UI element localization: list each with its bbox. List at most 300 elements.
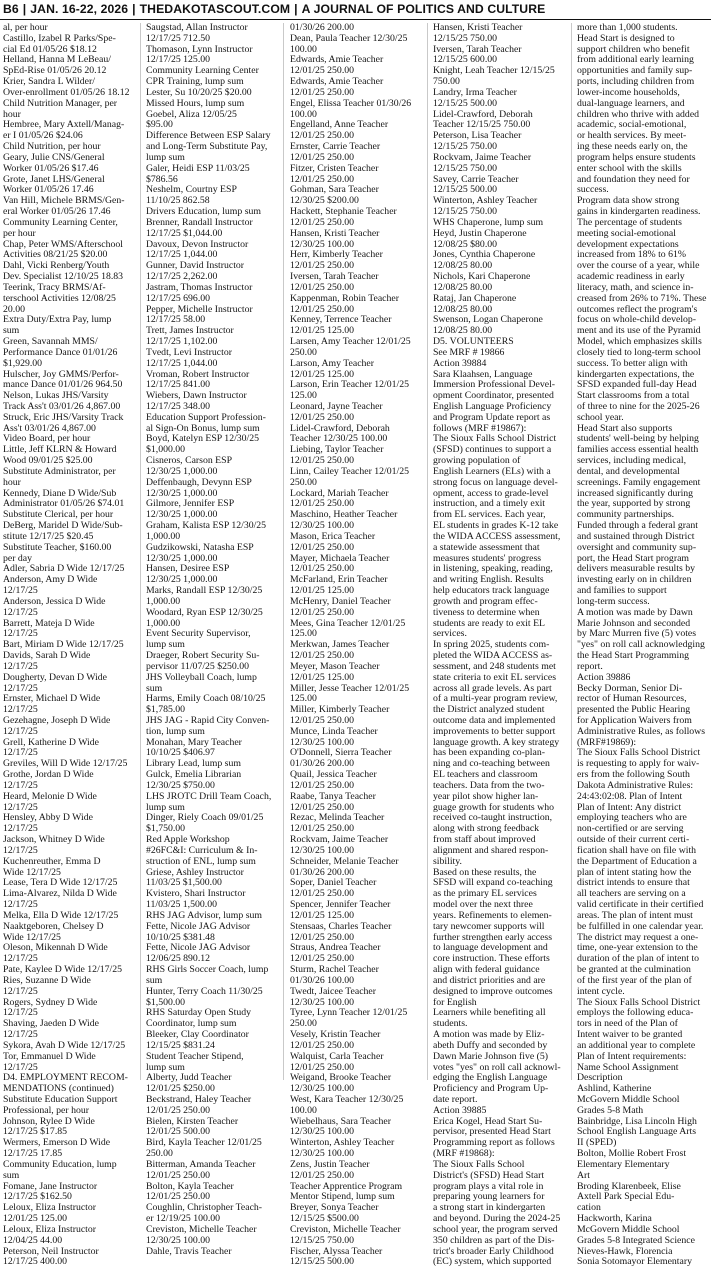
text-line: per day <box>3 552 33 564</box>
text-column-5 <box>577 22 710 1268</box>
text-line: Savey, Carrie Teacher <box>433 173 519 185</box>
text-line: The Sioux Falls School <box>433 1158 525 1170</box>
text-line: growth and program effec- <box>433 595 538 607</box>
text-line: 12/17/25 1,102.00 <box>146 336 218 348</box>
text-line: Kappenman, Robin Teacher <box>290 292 399 304</box>
text-line: 12/15/25 500.00 <box>290 1256 355 1268</box>
text-line: II (SPED) <box>577 1137 617 1149</box>
text-line: for Application Waivers from <box>577 715 692 726</box>
text-line: designed to improve outcomes <box>433 985 553 997</box>
text-line: McFarland, Erin Teacher <box>290 574 388 586</box>
text-line: strong focus on language devel- <box>433 476 558 488</box>
text-line: Mentor Stipend, lump sum <box>290 1191 395 1203</box>
text-line: Head Start also supports <box>577 422 673 434</box>
text-line: of three to nine for the 2025-26 <box>577 400 700 412</box>
text-line: pervisor 11/07/25 $250.00 <box>146 660 249 672</box>
issue-date: JAN. 16-22, 2026 <box>30 2 129 16</box>
text-line: received co-taught instruction, <box>433 812 553 824</box>
text-line: School English Language Arts <box>577 1126 697 1138</box>
text-line: $1,500.00 <box>146 996 186 1008</box>
text-line: 12/30/25 100.00 <box>290 1148 355 1160</box>
text-line: 12/01/25 250.00 <box>290 151 355 163</box>
text-line: Miller, Jesse Teacher 12/01/25 <box>290 682 410 694</box>
text-line: Hembree, Mary Axtell/Manag- <box>3 119 125 131</box>
text-line: and Program Update report as <box>433 411 551 423</box>
text-line: 12/17/25 712.50 <box>146 32 211 44</box>
text-line: 12/30/25 100.00 <box>290 520 355 532</box>
text-line: Maschino, Heather Teacher <box>290 509 398 521</box>
text-line: Becky Dorman, Senior Di- <box>577 682 683 694</box>
text-line: Creviston, Michelle Teacher <box>146 1223 257 1235</box>
text-line: opment, access to grade-level <box>433 487 549 499</box>
text-line: Wide 12/17/25 <box>3 931 61 943</box>
text-line: Straus, Andrea Teacher <box>290 942 381 954</box>
text-line: report. <box>577 660 603 672</box>
text-line: SpEd-Rise 01/05/26 20.12 <box>3 65 107 77</box>
text-line: Heyd, Justin Chaperone <box>433 227 527 239</box>
text-line: teachers. Data from the two- <box>433 779 545 791</box>
text-line: measures students' progress <box>433 552 542 564</box>
text-line: RHS JAG Advisor, lump sum <box>146 909 262 921</box>
text-line: Soper, Daniel Teacher <box>290 877 377 889</box>
text-line: 12/30/25 1,000.00 <box>146 509 218 521</box>
text-line: to language development and <box>433 942 548 954</box>
text-line: 12/01/25 125.00 <box>290 671 355 683</box>
text-line: Johnson, Rylee D Wide <box>3 1115 95 1127</box>
text-line: success. To better align with <box>577 357 688 369</box>
text-line: Schneider, Melanie Teacher <box>290 855 399 867</box>
text-line: students are ready to exit EL <box>433 617 545 629</box>
text-line: Barrett, Mateja D Wide <box>3 617 95 629</box>
text-line: In spring 2025, students com- <box>433 639 550 651</box>
text-line: Kennedy, Diane D Wide/Sub <box>3 487 117 499</box>
text-line: Teacher 12/15/25 750.00 <box>433 119 531 131</box>
text-line: Education Support Profession- <box>146 411 266 423</box>
text-line: language growth. A key strategy <box>433 736 560 748</box>
text-line: Bitterman, Amanda Teacher <box>146 1158 256 1170</box>
text-line: Ass't 03/01/26 4,867.00 <box>3 422 96 434</box>
text-line: and Long-Term Substitute Pay, <box>146 141 268 153</box>
text-line: Bolton, Kayla Teacher <box>146 1180 234 1192</box>
text-line: McGovern Middle School <box>577 1093 680 1105</box>
text-line: struction of ENL, lump sum <box>146 855 256 867</box>
text-line: Dawn Marie Johnson five (5) <box>433 1050 548 1062</box>
text-line: Hulscher, Joy GMMS/Perfor- <box>3 368 119 380</box>
text-line: students. <box>433 1018 468 1030</box>
text-line: 350 children as part of the Dis- <box>433 1234 555 1246</box>
text-line: port, the Head Start program <box>577 552 689 564</box>
text-line: terschool Activities 12/08/25 <box>3 292 116 304</box>
text-line: 12/01/25 250.00 <box>290 86 355 98</box>
text-line: 12/17/25 <box>3 747 38 759</box>
text-line: Green, Savannah MMS/ <box>3 336 98 348</box>
text-line: areas. The plan of intent must <box>577 909 693 921</box>
text-line: in listening, speaking, reading, <box>433 563 553 575</box>
text-line: Little, Jeff KLRN & Howard <box>3 444 117 456</box>
text-line: lump sum <box>146 639 185 651</box>
text-line: is requesting to apply for waiv- <box>577 758 700 770</box>
text-line: EL teachers and classroom <box>433 769 538 781</box>
text-line: employs the following educa- <box>577 1007 694 1019</box>
text-line: Hackworth, Karina <box>577 1213 652 1225</box>
text-line: of a multi-year program review, <box>433 693 558 705</box>
text-line: Gezehagne, Joseph D Wide <box>3 715 111 726</box>
text-line: Breyer, Sonya Teacher <box>290 1202 379 1214</box>
text-line: 12/01/25 250.00 <box>290 65 355 77</box>
text-line: 12/30/25 1,000.00 <box>146 552 218 564</box>
text-line: Gilmore, Jennifer ESP <box>146 498 235 510</box>
text-line: from additional early learning <box>577 54 694 66</box>
text-line: screenings. Family engagement <box>577 476 701 488</box>
text-line: Engelland, Anne Teacher <box>290 119 389 131</box>
text-line: Difference Between ESP Salary <box>146 130 271 142</box>
text-line: 12/01/25 250.00 <box>290 303 355 315</box>
text-line: Event Security Supervisor, <box>146 628 251 640</box>
text-line: Rockvam, Jaime Teacher <box>433 151 532 163</box>
text-line: dual-language learners, and <box>577 97 685 109</box>
text-line: The percentage of students <box>577 216 682 228</box>
text-line: and foundation they need for <box>577 173 690 185</box>
text-line: Bleeker, Clay Coordinator <box>146 1029 249 1041</box>
text-line: 12/01/25 250.00 <box>290 498 355 510</box>
text-line: 10/10/25 $381.48 <box>146 931 215 943</box>
text-line: Jackson, Whitney D Wide <box>3 834 105 846</box>
text-line: Over-enrollment 01/05/26 18.12 <box>3 86 130 98</box>
text-line: EL students in grades K-12 take <box>433 520 559 532</box>
text-line: Herr, Kimberly Teacher <box>290 249 383 261</box>
text-line: 12/01/25 250.00 <box>290 823 355 835</box>
text-line: investing early on in children <box>577 574 692 586</box>
text-line: duration of the plan of intent to <box>577 953 700 965</box>
text-line: Worker 01/05/26 $17.46 <box>3 162 99 174</box>
text-line: Anderson, Jessica D Wide <box>3 595 106 607</box>
text-line: 12/17/25 1,044.00 <box>146 249 218 261</box>
text-line: or health services. By meet- <box>577 130 687 142</box>
text-line: Merkwan, James Teacher <box>290 639 390 651</box>
text-line: Name School Assignment <box>577 1061 679 1073</box>
text-line: gains in kindergarten readiness. <box>577 206 701 218</box>
text-line: McHenry, Daniel Teacher <box>290 595 391 607</box>
text-line: 12/08/25 80.00 <box>433 303 493 315</box>
text-line: 12/01/25 500.00 <box>146 1126 211 1138</box>
text-line: Griese, Ashley Instructor <box>146 866 244 878</box>
text-line: 125.00 <box>290 390 317 402</box>
text-line: Gulck, Emelia Librarian <box>146 769 242 781</box>
text-line: by Marc Murren five (5) votes <box>577 628 697 640</box>
text-line: 12/01/25 125.00 <box>290 368 355 380</box>
text-line: delivers measurable results by <box>577 563 695 575</box>
text-line: help educators track language <box>433 585 550 597</box>
text-line: Dahl, Vicki Renberg/Youth <box>3 260 110 272</box>
text-line: 12/17/25 <box>3 606 38 618</box>
text-line: and writing English. Results <box>433 574 544 586</box>
text-line: 12/15/25 $500.00 <box>290 1213 359 1225</box>
text-line: community partnerships. <box>577 509 675 521</box>
text-line: #26FC&I: Curriculum & In- <box>146 844 258 856</box>
text-line: 100.00 <box>290 108 317 120</box>
text-line: A motion was made by Eliz- <box>433 1029 545 1041</box>
text-line: 12/17/25 <box>3 899 38 911</box>
text-line: Intent waiver to be granted <box>577 1029 683 1041</box>
text-line: 12/30/25 $750.00 <box>146 779 215 791</box>
text-line: Teerink, Tracy BRMS/Af- <box>3 281 106 293</box>
text-line: Description <box>577 1072 623 1084</box>
text-line: follows (MRF #19867): <box>433 422 527 434</box>
text-line: 1,000.00 <box>146 617 181 629</box>
text-line: Jastram, Thomas Instructor <box>146 281 253 293</box>
text-line: Edwards, Amie Teacher <box>290 76 384 88</box>
text-line: Fette, Nicole JAG Advisor <box>146 942 251 954</box>
text-line: Wiebelhaus, Sara Teacher <box>290 1115 391 1127</box>
text-line: 12/01/25 250.00 <box>290 130 355 142</box>
text-line: Deffenbaugh, Devynn ESP <box>146 476 252 488</box>
text-line: Video Board, per hour <box>3 433 91 445</box>
text-line: 12/30/25 100.00 <box>290 736 355 748</box>
text-line: Alberty, Judd Teacher <box>146 1072 232 1084</box>
text-line: families access essential health <box>577 444 699 456</box>
text-line: 250.00 <box>290 476 317 488</box>
text-line: 12/01/25 250.00 <box>290 1169 355 1181</box>
text-line: students' well-being by helping <box>577 433 699 445</box>
text-line: 12/17/25 <box>3 660 38 672</box>
text-line: Iversen, Tarah Teacher <box>290 271 379 283</box>
text-line: Mason, Erica Teacher <box>290 530 376 542</box>
text-line: Leonard, Jayne Teacher <box>290 400 383 412</box>
text-line: 12/17/25 17.85 <box>3 1148 63 1160</box>
text-line: meeting social-emotional <box>577 227 676 239</box>
text-line: Action 39885 <box>433 1104 487 1116</box>
text-line: Nelson, Lukas JHS/Varsity <box>3 390 109 402</box>
text-line: Larson, Erin Teacher 12/01/25 <box>290 379 409 391</box>
text-line: edging the English Language <box>433 1072 548 1084</box>
text-line: Winterton, Ashley Teacher <box>433 195 538 207</box>
text-line: O'Donnell, Sierra Teacher <box>290 747 392 759</box>
text-line: Larson, Amy Teacher <box>290 357 375 369</box>
text-line: Worker 01/05/26 17.46 <box>3 184 94 196</box>
text-line: Rogers, Sydney D Wide <box>3 996 98 1008</box>
text-line: West, Kara Teacher 12/30/25 <box>290 1093 404 1105</box>
text-line: eral Worker 01/05/26 17.46 <box>3 206 111 218</box>
text-line: Landry, Irma Teacher <box>433 86 517 98</box>
text-line: 01/30/26 100.00 <box>290 974 355 986</box>
text-line: The Sioux Falls School District <box>433 433 557 445</box>
text-line: 12/01/25 125.00 <box>3 1213 68 1225</box>
text-line: 11/03/25 $1,500.00 <box>146 877 222 889</box>
text-line: sum <box>146 974 163 986</box>
text-line: Bolton, Mollie Robert Frost <box>577 1148 687 1160</box>
text-line: 11/10/25 862.58 <box>146 195 210 207</box>
text-line: increased significantly during <box>577 487 694 499</box>
text-line: $1,785.00 <box>146 704 186 716</box>
text-line: Meyer, Mason Teacher <box>290 660 380 672</box>
text-line: 12/01/25 250.00 <box>290 455 355 467</box>
text-line: and beyond. During the 2024-25 <box>433 1213 561 1225</box>
text-line: 12/17/25 $1,044.00 <box>146 227 223 239</box>
text-line: Immersion Professional Devel- <box>433 379 556 391</box>
text-line: 12/01/25 250.00 <box>290 541 355 553</box>
text-line: development expectations <box>577 238 679 250</box>
text-line: Teacher Apprentice Program <box>290 1180 403 1192</box>
text-line: all teachers are serving on a <box>577 888 686 900</box>
text-line: Pepper, Michelle Instructor <box>146 303 253 315</box>
text-line: cial Ed 01/05/26 $18.12 <box>3 43 97 55</box>
text-line: 12/17/25 <box>3 628 38 640</box>
text-line: sessment, and 248 students met <box>433 660 556 672</box>
text-line: 12/30/25 100.00 <box>290 1126 355 1138</box>
text-line: sibility. <box>433 855 462 867</box>
text-line: Leloux, Eliza Instructor <box>3 1223 97 1235</box>
text-line: Action 39886 <box>577 671 631 683</box>
text-line: 12/01/25 125.00 <box>290 909 355 921</box>
text-line: Hensley, Abby D Wide <box>3 812 93 824</box>
text-line: hour <box>3 476 21 488</box>
text-line: Oleson, Mikennah D Wide <box>3 942 108 954</box>
text-line: Gohman, Sara Teacher <box>290 184 379 196</box>
text-line: 12/17/25 <box>3 1007 38 1019</box>
text-line: Swenson, Logan Chaperone <box>433 314 543 326</box>
text-line: lump sum <box>146 1061 185 1073</box>
text-line: Trett, James Instructor <box>146 325 234 337</box>
text-line: Library Lead, lump sum <box>146 758 241 770</box>
text-line: 12/30/25 1,000.00 <box>146 465 218 477</box>
text-line: Action 39884 <box>433 357 487 369</box>
text-line: Beckstrand, Haley Teacher <box>146 1093 252 1105</box>
text-line: Lockard, Mariah Teacher <box>290 487 389 499</box>
text-line: votes "yes" on roll call acknowl- <box>433 1061 561 1073</box>
text-line: 12/01/25 250.00 <box>290 779 355 791</box>
text-line: 12/15/25 500.00 <box>433 184 498 196</box>
masthead <box>0 0 711 20</box>
text-line: the District analyzed student <box>433 704 545 716</box>
text-line: of the first year of the plan of <box>577 974 692 986</box>
text-line: 12/08/25 80.00 <box>433 325 493 337</box>
text-line: 12/01/25 250.00 <box>290 931 355 943</box>
text-line: Raabe, Tanya Teacher <box>290 790 376 802</box>
text-line: 12/06/25 890.12 <box>146 953 211 965</box>
text-line: Plan of Intent requirements: <box>577 1050 687 1062</box>
text-line: Sturm, Rachel Teacher <box>290 964 379 976</box>
text-line: academic readiness in early <box>577 271 685 283</box>
text-line: the Head Start Programming <box>577 650 690 662</box>
text-line: Walquist, Carla Teacher <box>290 1050 384 1062</box>
text-line: Substitute Education Support <box>3 1093 118 1105</box>
text-line: 12/01/25 250.00 <box>290 563 355 575</box>
text-line: (MRF #19868): <box>433 1148 495 1160</box>
text-line: Chap, Peter WMS/Afterschool <box>3 238 123 250</box>
text-line: Nichols, Kari Chaperone <box>433 271 531 283</box>
text-line: cation <box>577 1202 601 1214</box>
text-line: $1,000.00 <box>146 444 186 456</box>
text-line: Bart, Miriam D Wide 12/17/25 <box>3 639 124 651</box>
text-line: Harms, Emily Coach 08/10/25 <box>146 693 266 705</box>
text-line: sum <box>3 1169 20 1181</box>
text-line: Shaving, Jaeden D Wide <box>3 1018 99 1030</box>
text-line: Ernster, Carrie Teacher <box>290 141 381 153</box>
text-line: Kuchenreuther, Emma D <box>3 855 101 867</box>
text-line: ers from the following South <box>577 769 690 781</box>
text-line: program plays a vital role in <box>433 1180 544 1192</box>
text-line: pervisor, presented Head Start <box>433 1126 551 1138</box>
text-line: Programming report as follows <box>433 1137 555 1149</box>
text-line: Goebel, Aliza 12/05/25 <box>146 108 237 120</box>
text-line: Boyd, Katelyn ESP 12/30/25 <box>146 433 260 445</box>
text-line: Model, which emphasizes skills <box>577 336 702 348</box>
text-line: Based on these results, the <box>433 866 537 878</box>
text-line: 01/30/26 200.00 <box>290 866 355 878</box>
text-line: Teacher 12/30/25 100.00 <box>290 433 388 445</box>
text-line: 12/01/25 250.00 <box>290 260 355 272</box>
text-line: fication shall have on file with <box>577 844 697 856</box>
text-line: closely tied to long-term school <box>577 346 701 358</box>
text-line: employing teachers who are <box>577 812 687 824</box>
text-line: enter school with the skills <box>577 162 682 174</box>
text-line: 12/30/25 100.00 <box>290 238 355 250</box>
text-line: support children who benefit <box>577 43 690 55</box>
text-line: 12/17/25 348.00 <box>146 400 211 412</box>
text-line: Galer, Heidi ESP 11/03/25 <box>146 162 250 174</box>
text-line: from EL services. Each year, <box>433 509 546 521</box>
text-line: lump sum <box>146 801 185 813</box>
text-line: ning and co-teaching between <box>433 758 550 770</box>
text-line: 1,000.00 <box>146 530 181 542</box>
text-line: Erica Kogel, Head Start Su- <box>433 1115 543 1127</box>
text-line: creased from 26% to 71%. These <box>577 292 707 304</box>
text-line: 12/30/25 $200.00 <box>290 195 359 207</box>
text-line: sum <box>146 682 163 694</box>
text-line: tion, lump sum <box>146 725 205 737</box>
text-line: children who thrive with added <box>577 108 700 120</box>
text-line: more than 1,000 students. <box>577 22 678 33</box>
text-line: Grades 5-8 Math <box>577 1104 644 1116</box>
text-line: 12/17/25 <box>3 704 38 716</box>
text-line: Child Nutrition Manager, per <box>3 97 118 109</box>
text-line: a strong start in kindergarten <box>433 1202 546 1214</box>
text-line: Grothe, Jordan D Wide <box>3 769 94 781</box>
text-line: SFSD will expand co-teaching <box>433 877 553 889</box>
text-line: 12/01/25 250.00 <box>290 173 355 185</box>
text-line: and sustained through District <box>577 530 695 542</box>
text-line: 250.00 <box>290 1018 317 1030</box>
text-line: state criteria to exit EL services <box>433 671 557 683</box>
text-line: over the course of a year, while <box>577 260 700 272</box>
text-line: Struck, Eric JHS/Varsity Track <box>3 411 124 423</box>
text-line: 12/08/25 $80.00 <box>433 238 498 250</box>
text-line: Community Learning Center, <box>3 216 118 228</box>
text-column-3 <box>290 22 426 1268</box>
text-line: "yes" on roll call acknowledging <box>577 639 705 651</box>
text-line: 12/01/25 125.00 <box>290 585 355 597</box>
text-line: success. <box>577 184 609 196</box>
text-line: 12/30/25 100.00 <box>146 1234 211 1246</box>
text-line: Davoux, Devon Instructor <box>146 238 249 250</box>
text-line: Creviston, Michelle Teacher <box>290 1223 401 1235</box>
text-line: increased from 18% to 61% <box>577 249 687 261</box>
text-line: improvements to better support <box>433 725 556 737</box>
text-line: Program data show strong <box>577 195 680 207</box>
masthead-separator: | <box>22 2 27 16</box>
text-line: Melka, Ella D Wide 12/17/25 <box>3 909 119 921</box>
text-line: 12/30/25 100.00 <box>290 844 355 856</box>
text-line: Rezac, Melinda Teacher <box>290 812 385 824</box>
text-line: growing population of <box>433 455 521 467</box>
text-line: further strengthen early access <box>433 931 553 943</box>
text-line: Helland, Hanna M LeBeau/ <box>3 54 111 66</box>
text-line: Ries, Suzanne D Wide <box>3 974 91 986</box>
text-line: 12/01/25 250.00 <box>290 1061 355 1073</box>
text-line: core instruction. These efforts <box>433 953 550 965</box>
text-line: Winterton, Ashley Teacher <box>290 1137 395 1149</box>
text-line: ports, including children from <box>577 76 695 88</box>
